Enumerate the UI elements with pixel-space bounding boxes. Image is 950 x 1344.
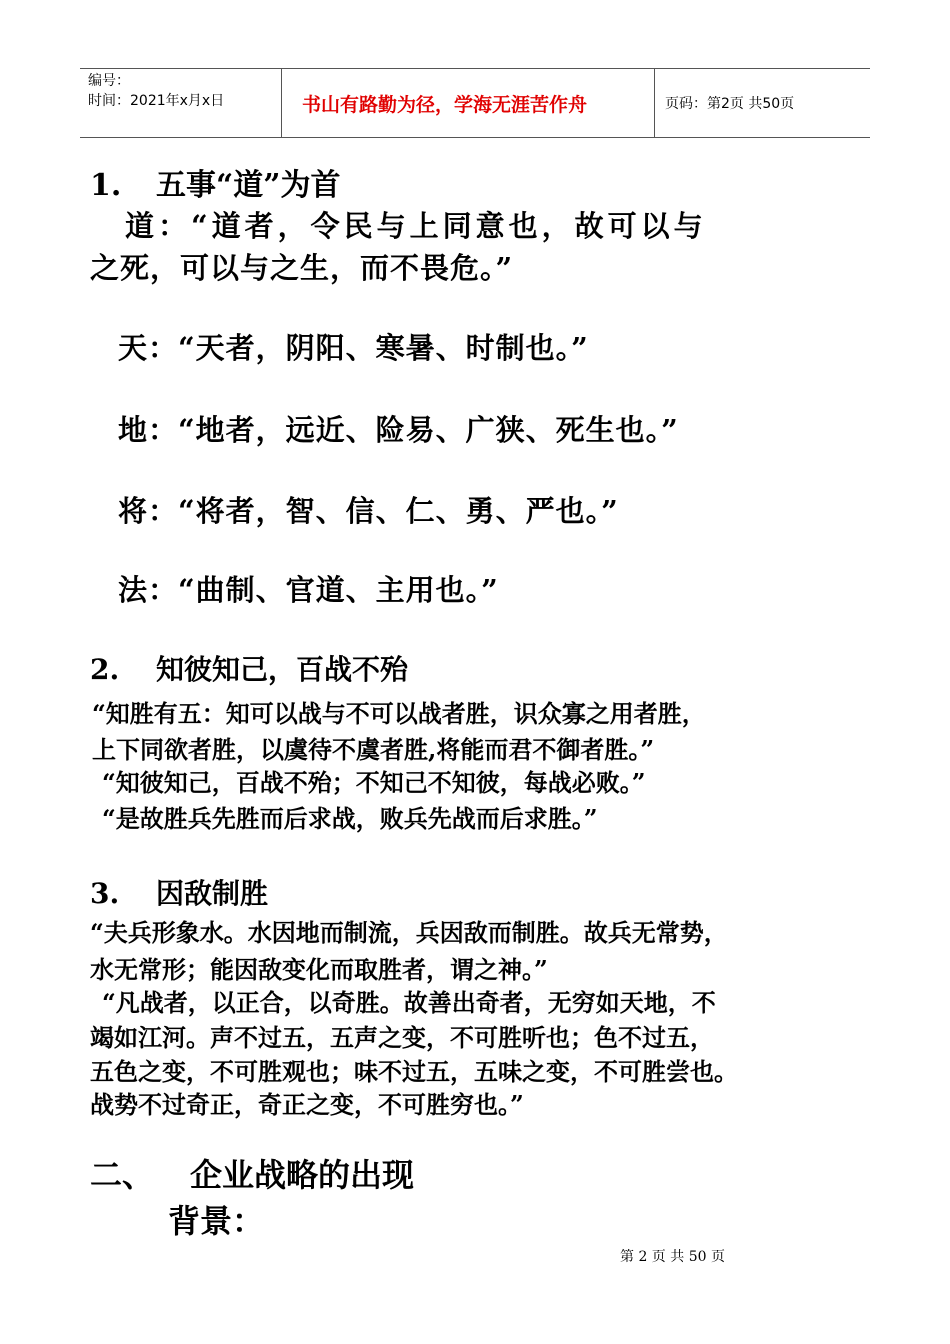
- section3-title: 因敌制胜: [156, 877, 269, 910]
- tian-line: 天：“天者，阴阳、寒暑、时制也。”: [118, 331, 589, 365]
- part2-number: 二、: [90, 1156, 155, 1194]
- section3-line-5: 五色之变，不可胜观也；味不过五，五味之变，不可胜尝也。: [90, 1057, 738, 1086]
- header-meta: [80, 69, 282, 137]
- doc-date-label: 时间：2021年x月x日: [88, 93, 225, 109]
- section3-line-3: “凡战者，以正合，以奇胜。故善出奇者，无穷如天地，不: [102, 988, 716, 1017]
- section3-heading: [90, 872, 268, 912]
- section1-number: 1.: [90, 168, 122, 203]
- part2-subheading: 背景：: [168, 1202, 265, 1240]
- section3-line-2: 水无常形；能因敌变化而取胜者，谓之神。”: [90, 955, 548, 984]
- section2-line-1: “知胜有五：知可以战与不可以战者胜，识众寡之用者胜，: [92, 699, 706, 728]
- header-motto: 书山有路勤为径，学海无涯苦作舟: [282, 69, 655, 137]
- section2-number: 2.: [90, 653, 120, 686]
- section2-line-2: 上下同欲者胜，以虞待不虞者胜,将能而君不御者胜。”: [92, 735, 655, 764]
- page-footer: 第 2 页 共 50 页: [620, 1249, 725, 1265]
- section2-line-4: “是故胜兵先胜而后求战，败兵先战而后求胜。”: [102, 804, 598, 833]
- section3-line-6: 战势不过奇正，奇正之变，不可胜穷也。”: [90, 1090, 524, 1119]
- section1-heading: [90, 160, 341, 204]
- part2-heading: [90, 1150, 414, 1196]
- dao-line-2: 之死，可以与之生，而不畏危。”: [90, 251, 514, 285]
- section2-title: 知彼知己，百战不殆: [156, 653, 409, 686]
- page-header: [80, 68, 870, 138]
- header-page-info: 页码：第2页 共50页: [665, 96, 795, 112]
- section3-line-4: 竭如江河。声不过五，五声之变，不可胜听也；色不过五，: [90, 1023, 714, 1052]
- section1-title: 五事“道”为首: [156, 168, 341, 203]
- section3-number: 3.: [90, 877, 120, 910]
- section2-line-3: “知彼知己，百战不殆；不知己不知彼，每战必败。”: [102, 768, 646, 797]
- part2-title: 企业战略的出现: [190, 1156, 415, 1194]
- jiang-line: 将：“将者，智、信、仁、勇、严也。”: [118, 494, 619, 528]
- doc-id-label: 编号：: [88, 73, 130, 89]
- fa-line: 法：“曲制、官道、主用也。”: [118, 573, 499, 607]
- dao-line-1: 道：“道者，令民与上同意也，故可以与: [125, 209, 707, 243]
- section3-line-1: “夫兵形象水。水因地而制流，兵因敌而制胜。故兵无常势，: [90, 918, 728, 947]
- di-line: 地：“地者，远近、险易、广狭、死生也。”: [118, 413, 679, 447]
- section2-heading: [90, 648, 408, 688]
